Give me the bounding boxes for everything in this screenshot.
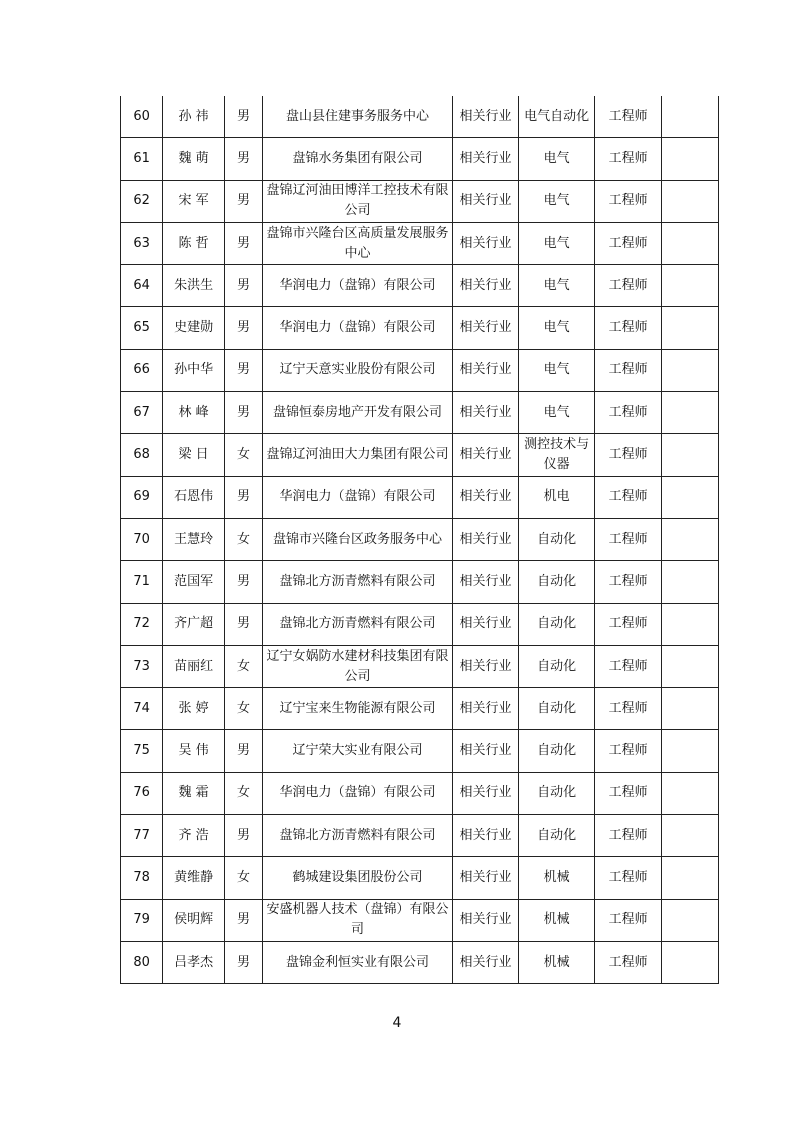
name-cell: 苗丽红: [163, 645, 225, 687]
name-cell: 王慧玲: [163, 518, 225, 560]
title-cell: 工程师: [594, 138, 662, 180]
remark-cell: [662, 603, 719, 645]
name-cell: 齐 浩: [163, 815, 225, 857]
gender-cell: 男: [224, 96, 262, 138]
industry-cell: 相关行业: [452, 730, 519, 772]
remark-cell: [662, 265, 719, 307]
title-cell: 工程师: [594, 561, 662, 603]
industry-cell: 相关行业: [452, 603, 519, 645]
row-number-cell: 70: [121, 518, 163, 560]
gender-cell: 男: [224, 815, 262, 857]
gender-cell: 男: [224, 941, 262, 983]
remark-cell: [662, 307, 719, 349]
name-cell: 林 峰: [163, 392, 225, 434]
row-number-cell: 61: [121, 138, 163, 180]
specialty-cell: 自动化: [519, 730, 595, 772]
table-row: [121, 392, 719, 434]
employer-cell: 辽宁女娲防水建材科技集团有限公司: [263, 645, 453, 687]
title-cell: 工程师: [594, 603, 662, 645]
remark-cell: [662, 96, 719, 138]
row-number-cell: 63: [121, 222, 163, 264]
employer-cell: 安盛机器人技术（盘锦）有限公司: [263, 899, 453, 941]
table-row: [121, 265, 719, 307]
remark-cell: [662, 688, 719, 730]
table-row: [121, 688, 719, 730]
gender-cell: 男: [224, 899, 262, 941]
name-cell: 魏 萌: [163, 138, 225, 180]
row-number-cell: 65: [121, 307, 163, 349]
title-cell: 工程师: [594, 434, 662, 476]
gender-cell: 男: [224, 180, 262, 222]
table-row: [121, 561, 719, 603]
name-cell: 张 婷: [163, 688, 225, 730]
title-cell: 工程师: [594, 645, 662, 687]
row-number-cell: 75: [121, 730, 163, 772]
employer-cell: 盘锦辽河油田大力集团有限公司: [263, 434, 453, 476]
table-row: [121, 138, 719, 180]
name-cell: 孙中华: [163, 349, 225, 391]
row-number-cell: 78: [121, 857, 163, 899]
table-row: [121, 772, 719, 814]
table-row: [121, 645, 719, 687]
table-row: [121, 899, 719, 941]
gender-cell: 女: [224, 857, 262, 899]
industry-cell: 相关行业: [452, 392, 519, 434]
specialty-cell: 自动化: [519, 815, 595, 857]
title-cell: 工程师: [594, 307, 662, 349]
table-row: [121, 941, 719, 983]
gender-cell: 女: [224, 518, 262, 560]
remark-cell: [662, 434, 719, 476]
specialty-cell: 电气: [519, 180, 595, 222]
industry-cell: 相关行业: [452, 180, 519, 222]
industry-cell: 相关行业: [452, 476, 519, 518]
table-row: [121, 222, 719, 264]
remark-cell: [662, 899, 719, 941]
row-number-cell: 62: [121, 180, 163, 222]
name-cell: 孙 祎: [163, 96, 225, 138]
row-number-cell: 73: [121, 645, 163, 687]
specialty-cell: 电气: [519, 307, 595, 349]
name-cell: 吕孝杰: [163, 941, 225, 983]
title-cell: 工程师: [594, 96, 662, 138]
title-cell: 工程师: [594, 265, 662, 307]
title-cell: 工程师: [594, 941, 662, 983]
row-number-cell: 60: [121, 96, 163, 138]
title-cell: 工程师: [594, 730, 662, 772]
table-row: [121, 815, 719, 857]
employer-cell: 盘锦市兴隆台区政务服务中心: [263, 518, 453, 560]
specialty-cell: 机电: [519, 476, 595, 518]
industry-cell: 相关行业: [452, 645, 519, 687]
remark-cell: [662, 561, 719, 603]
industry-cell: 相关行业: [452, 772, 519, 814]
specialty-cell: 机械: [519, 899, 595, 941]
specialty-cell: 电气: [519, 138, 595, 180]
specialty-cell: 测控技术与仪器: [519, 434, 595, 476]
employer-cell: 辽宁荣大实业有限公司: [263, 730, 453, 772]
remark-cell: [662, 180, 719, 222]
specialty-cell: 电气自动化: [519, 96, 595, 138]
name-cell: 史建勋: [163, 307, 225, 349]
name-cell: 宋 军: [163, 180, 225, 222]
remark-cell: [662, 941, 719, 983]
table-row: [121, 518, 719, 560]
personnel-table: [120, 96, 719, 984]
remark-cell: [662, 392, 719, 434]
row-number-cell: 79: [121, 899, 163, 941]
row-number-cell: 69: [121, 476, 163, 518]
specialty-cell: 自动化: [519, 645, 595, 687]
gender-cell: 女: [224, 645, 262, 687]
employer-cell: 盘锦恒泰房地产开发有限公司: [263, 392, 453, 434]
industry-cell: 相关行业: [452, 96, 519, 138]
name-cell: 陈 哲: [163, 222, 225, 264]
table-body: [121, 96, 719, 984]
row-number-cell: 74: [121, 688, 163, 730]
specialty-cell: 自动化: [519, 518, 595, 560]
gender-cell: 女: [224, 688, 262, 730]
title-cell: 工程师: [594, 222, 662, 264]
table-row: [121, 180, 719, 222]
specialty-cell: 自动化: [519, 772, 595, 814]
title-cell: 工程师: [594, 815, 662, 857]
table-row: [121, 730, 719, 772]
row-number-cell: 71: [121, 561, 163, 603]
row-number-cell: 64: [121, 265, 163, 307]
page-number: 4: [392, 1015, 402, 1031]
gender-cell: 女: [224, 772, 262, 814]
title-cell: 工程师: [594, 392, 662, 434]
remark-cell: [662, 772, 719, 814]
remark-cell: [662, 730, 719, 772]
name-cell: 石恩伟: [163, 476, 225, 518]
industry-cell: 相关行业: [452, 561, 519, 603]
employer-cell: 鹤城建设集团股份公司: [263, 857, 453, 899]
specialty-cell: 电气: [519, 265, 595, 307]
specialty-cell: 自动化: [519, 688, 595, 730]
employer-cell: 盘锦辽河油田博洋工控技术有限公司: [263, 180, 453, 222]
industry-cell: 相关行业: [452, 222, 519, 264]
gender-cell: 男: [224, 476, 262, 518]
remark-cell: [662, 222, 719, 264]
row-number-cell: 76: [121, 772, 163, 814]
name-cell: 黄维静: [163, 857, 225, 899]
title-cell: 工程师: [594, 688, 662, 730]
remark-cell: [662, 645, 719, 687]
table-row: [121, 349, 719, 391]
employer-cell: 盘锦北方沥青燃料有限公司: [263, 561, 453, 603]
table-row: [121, 307, 719, 349]
industry-cell: 相关行业: [452, 899, 519, 941]
industry-cell: 相关行业: [452, 518, 519, 560]
row-number-cell: 68: [121, 434, 163, 476]
name-cell: 侯明辉: [163, 899, 225, 941]
specialty-cell: 机械: [519, 941, 595, 983]
industry-cell: 相关行业: [452, 688, 519, 730]
row-number-cell: 80: [121, 941, 163, 983]
gender-cell: 女: [224, 434, 262, 476]
employer-cell: 盘山县住建事务服务中心: [263, 96, 453, 138]
employer-cell: 盘锦市兴隆台区高质量发展服务中心: [263, 222, 453, 264]
name-cell: 魏 霜: [163, 772, 225, 814]
employer-cell: 华润电力（盘锦）有限公司: [263, 265, 453, 307]
title-cell: 工程师: [594, 518, 662, 560]
gender-cell: 男: [224, 138, 262, 180]
industry-cell: 相关行业: [452, 138, 519, 180]
gender-cell: 男: [224, 307, 262, 349]
name-cell: 吴 伟: [163, 730, 225, 772]
name-cell: 齐广超: [163, 603, 225, 645]
remark-cell: [662, 349, 719, 391]
employer-cell: 辽宁天意实业股份有限公司: [263, 349, 453, 391]
remark-cell: [662, 815, 719, 857]
gender-cell: 男: [224, 392, 262, 434]
gender-cell: 男: [224, 265, 262, 307]
employer-cell: 盘锦金利恒实业有限公司: [263, 941, 453, 983]
industry-cell: 相关行业: [452, 265, 519, 307]
table-row: [121, 96, 719, 138]
specialty-cell: 电气: [519, 349, 595, 391]
specialty-cell: 电气: [519, 392, 595, 434]
table-row: [121, 857, 719, 899]
employer-cell: 辽宁宝来生物能源有限公司: [263, 688, 453, 730]
specialty-cell: 电气: [519, 222, 595, 264]
gender-cell: 男: [224, 603, 262, 645]
specialty-cell: 机械: [519, 857, 595, 899]
name-cell: 范国军: [163, 561, 225, 603]
title-cell: 工程师: [594, 772, 662, 814]
title-cell: 工程师: [594, 476, 662, 518]
name-cell: 梁 日: [163, 434, 225, 476]
gender-cell: 男: [224, 730, 262, 772]
row-number-cell: 72: [121, 603, 163, 645]
row-number-cell: 77: [121, 815, 163, 857]
title-cell: 工程师: [594, 899, 662, 941]
title-cell: 工程师: [594, 349, 662, 391]
employer-cell: 盘锦北方沥青燃料有限公司: [263, 815, 453, 857]
title-cell: 工程师: [594, 180, 662, 222]
employer-cell: 盘锦北方沥青燃料有限公司: [263, 603, 453, 645]
remark-cell: [662, 518, 719, 560]
employer-cell: 华润电力（盘锦）有限公司: [263, 476, 453, 518]
employer-cell: 华润电力（盘锦）有限公司: [263, 307, 453, 349]
gender-cell: 男: [224, 561, 262, 603]
gender-cell: 男: [224, 222, 262, 264]
industry-cell: 相关行业: [452, 857, 519, 899]
row-number-cell: 66: [121, 349, 163, 391]
table-row: [121, 603, 719, 645]
industry-cell: 相关行业: [452, 349, 519, 391]
employer-cell: 盘锦水务集团有限公司: [263, 138, 453, 180]
industry-cell: 相关行业: [452, 815, 519, 857]
remark-cell: [662, 476, 719, 518]
table-row: [121, 476, 719, 518]
table-row: [121, 434, 719, 476]
title-cell: 工程师: [594, 857, 662, 899]
specialty-cell: 自动化: [519, 603, 595, 645]
employer-cell: 华润电力（盘锦）有限公司: [263, 772, 453, 814]
gender-cell: 男: [224, 349, 262, 391]
industry-cell: 相关行业: [452, 434, 519, 476]
industry-cell: 相关行业: [452, 307, 519, 349]
remark-cell: [662, 857, 719, 899]
industry-cell: 相关行业: [452, 941, 519, 983]
name-cell: 朱洪生: [163, 265, 225, 307]
row-number-cell: 67: [121, 392, 163, 434]
remark-cell: [662, 138, 719, 180]
specialty-cell: 自动化: [519, 561, 595, 603]
